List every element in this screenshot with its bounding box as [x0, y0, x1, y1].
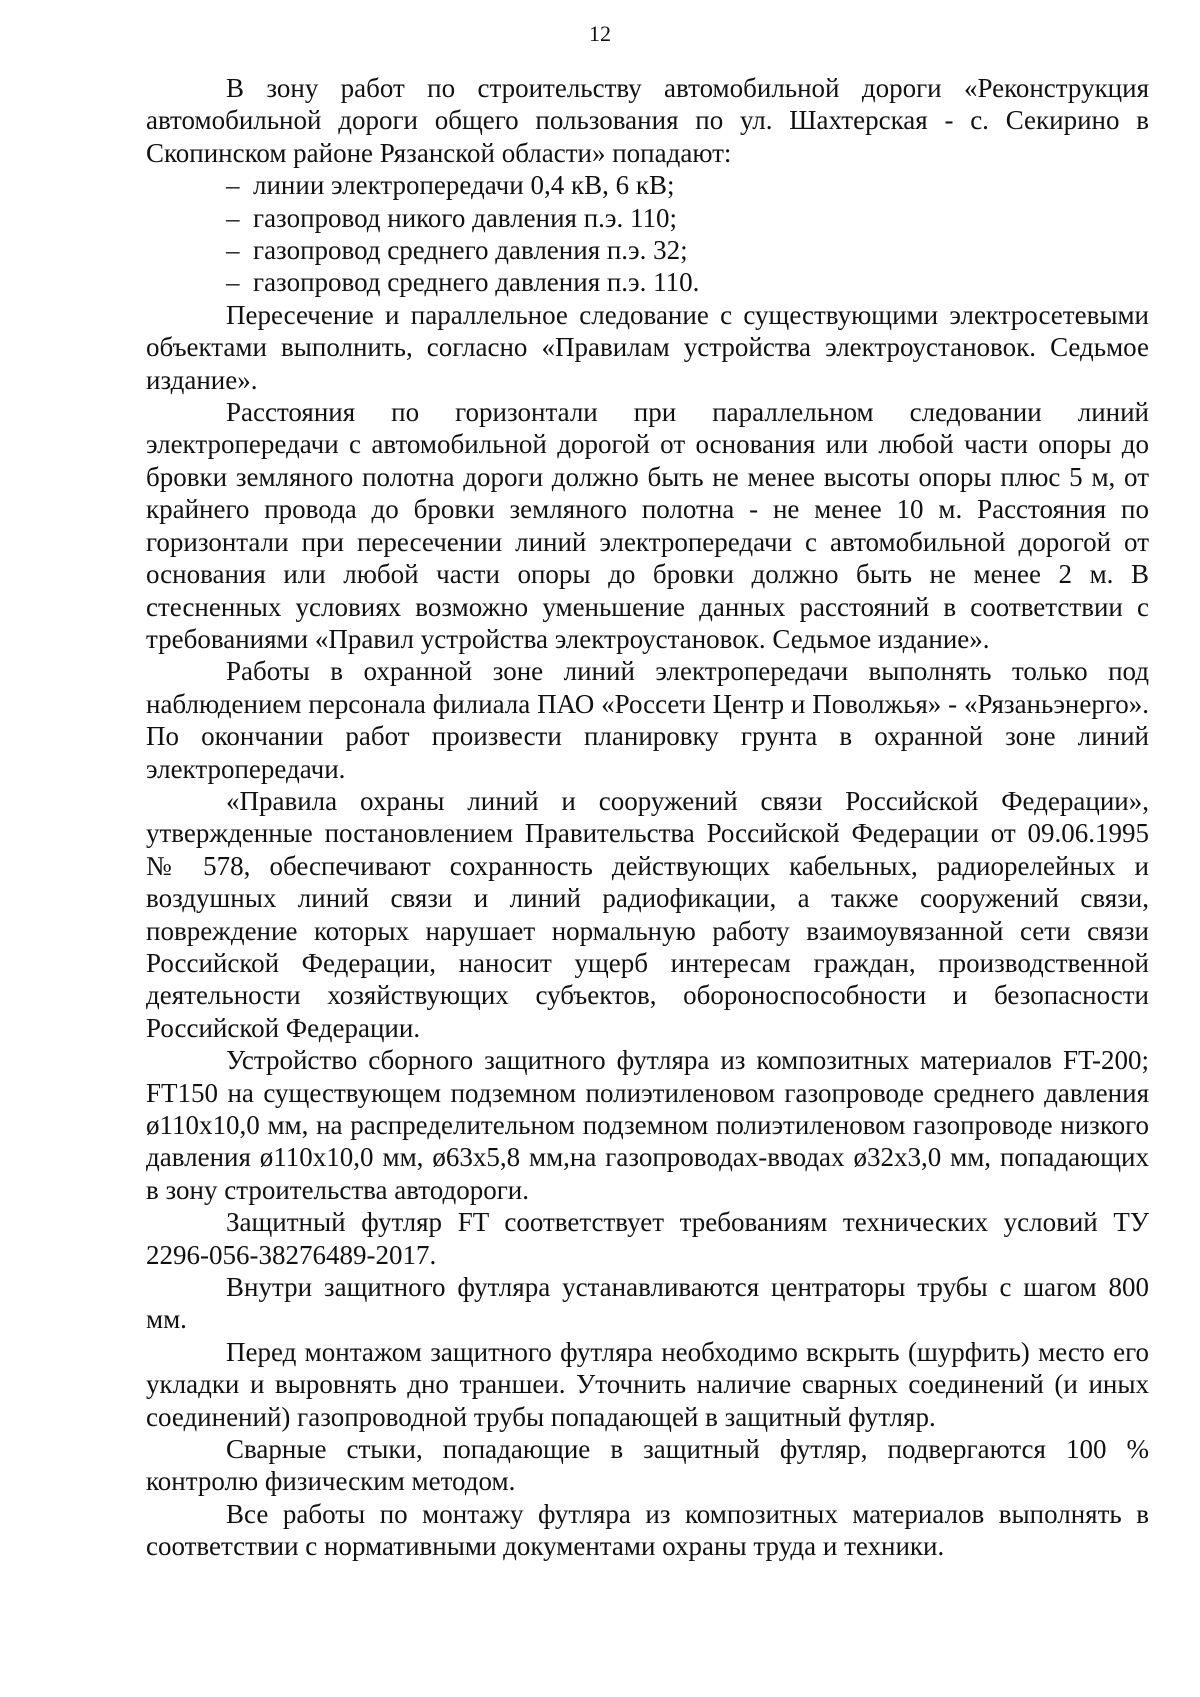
paragraph-horizontal-distances: Расстояния по горизонтали при параллельном следовании линий электропередачи с автомобильной дорогой от основания или любой части опоры до бровки земляного полотна дороги должно быть не менее высоты опоры плюс 5 м, от крайнего провода до бровки земляного полотна - не менее 10 м. Расстояния по горизонтали при пересечении линий электропередачи с автомобильной дорогой от основания или любой части опоры до бровки должно быть не менее 2 м. В стесненных условиях возможно уменьшение данных расстояний в соответствии с требованиями «Правил устройства электроустановок. Седьмое издание».	[146, 397, 1149, 654]
paragraph-safety-compliance: Все работы по монтажу футляра из композитных материалов выполнять в соответствии с нормативными документами охраны труда и техники.	[146, 1498, 1149, 1562]
paragraph-welded-joints: Сварные стыки, попадающие в защитный футляр, подвергаются 100 % контролю физическим методом.	[146, 1434, 1149, 1497]
paragraph-protection-zone-works: Работы в охранной зоне линий электропередачи выполнять только под наблюдением персонала филиала ПАО «Россети Центр и Поволжья» - «Рязаньэнерго». По окончании работ произвести планировку грунта в охранной зоне линий электропередачи.	[146, 656, 1149, 784]
paragraph-centralizers: Внутри защитного футляра устанавливаются центраторы трубы с шагом 800 мм.	[146, 1272, 1149, 1335]
list-item: – газопровод среднего давления п.э. 32;	[226, 234, 1149, 266]
utility-list	[146, 169, 1149, 299]
paragraph-pre-installation: Перед монтажом защитного футляра необходимо вскрыть (шурфить) место его укладки и выровнять дно траншеи. Уточнить наличие сварных соединений (и иных соединений) газопроводной трубы попадающей в защитный футляр.	[146, 1336, 1149, 1432]
paragraph-communication-lines-rules: «Правила охраны линий и сооружений связи Российской Федерации», утвержденные постановлением Правительства Российской Федерации от 09.06.1995 № 578, обеспечивают сохранность действующих кабельных, радиорелейных и воздушных линий связи и линий радиофикации, а также сооружений связи, повреждение которых нарушает нормальную работу взаимоувязанной сети связи Российской Федерации, наносит ущерб интересам граждан, производственной деятельности хозяйствующих субъектов, обороноспособности и безопасности Российской Федерации.	[146, 785, 1149, 1043]
paragraph-protective-case: Устройство сборного защитного футляра из композитных материалов FT-200; FT150 на существующем подземном полиэтиленовом газопроводе среднего давления ø110х10,0 мм, на распределительном подземном полиэтиленовом газопроводе низкого давления ø110х10,0 мм, ø63х5,8 мм,на газопроводах-вводах ø32х3,0 мм, попадающих в зону строительства автодороги.	[146, 1045, 1149, 1205]
page-number: 12	[589, 21, 611, 46]
document-body	[146, 72, 1149, 1563]
list-item: – газопровод среднего давления п.э. 110.	[226, 266, 1149, 298]
paragraph-technical-conditions: Защитный футляр FT соответствует требованиям технических условий ТУ 2296-056-38276489-2017.	[146, 1207, 1149, 1270]
intro-paragraph: В зону работ по строительству автомобильной дороги «Реконструкция автомобильной дороги общего пользования по ул. Шахтерская - с. Секирино в Скопинском районе Рязанской области» попадают:	[146, 73, 1149, 168]
paragraph-intersection-rules: Пересечение и параллельное следование с существующими электросетевыми объектами выполнить, согласно «Правилам устройства электроустановок. Седьмое издание».	[146, 299, 1149, 395]
list-item: – линии электропередачи 0,4 кВ, 6 кВ;	[226, 169, 1149, 201]
list-item: – газопровод никого давления п.э. 110;	[226, 202, 1149, 234]
